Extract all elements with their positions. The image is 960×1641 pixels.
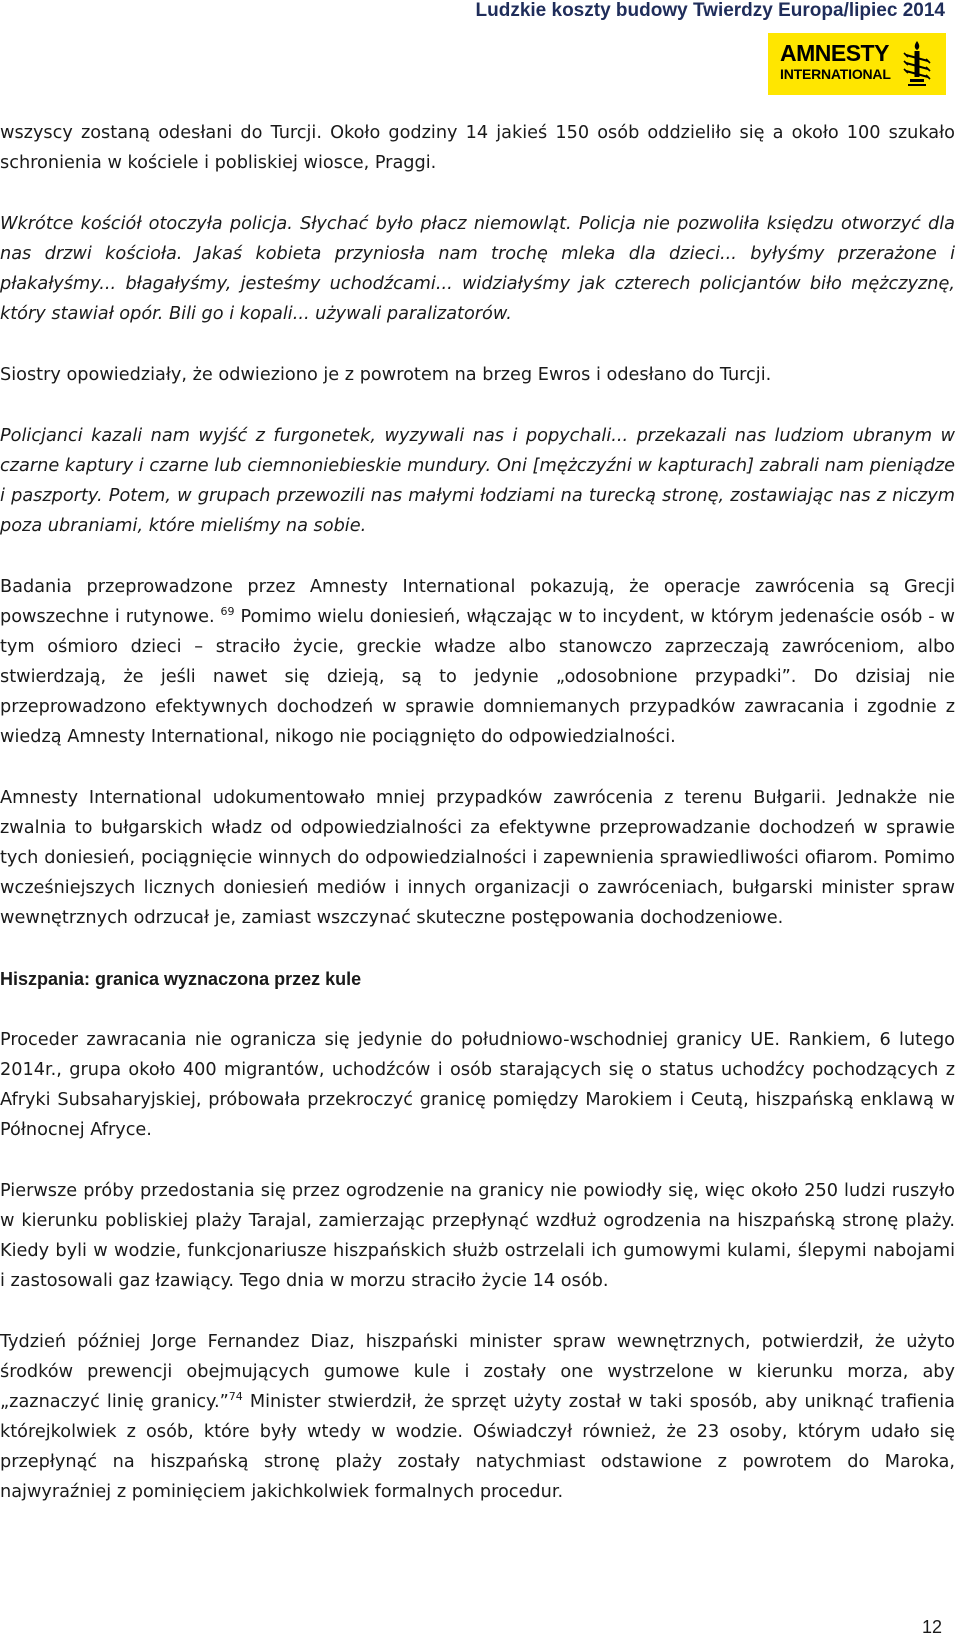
paragraph-sisters: Siostry opowiedziały, że odwieziono je z powrotem na brzeg Ewros i odesłano do Turcji. <box>0 365 772 385</box>
paragraph-greece-research <box>0 572 955 752</box>
paragraph-greece-text-a: Badania przeprowadzone przez Amnesty International pokazują, że operacje zawrócenia są Grecji powszechne i rutynowe. <box>0 577 955 627</box>
logo-text <box>780 42 891 81</box>
document-body <box>0 118 955 1538</box>
paragraph-tarajal-beach: Pierwsze próby przedostania się przez ogrodzenie na granicy nie powiodły się, więc około 250 ludzi ruszyło w kierunku pobliskiej plaży Tarajal, zamierzając przepłynąć wzdłuż ogrodzenia na hiszpańską stronę plaży. Kiedy byli w wodzie, funkcjonariusze hiszpańskich służb ostrzelali ich gumowymi kulami, ślepymi nabojami i zastosowali gaz łzawiący. Tego dnia w morzu straciło życie 14 osób. <box>0 1181 955 1291</box>
paragraph-ceuta-attempt: Proceder zawracania nie ogranicza się jedynie do południowo-wschodniej granicy UE. Rankiem, 6 lutego 2014r., grupa około 400 migrantów, uchodźców i osób starających się o status uchodźcy pochodzących z Afryki Subsaharyjskiej, próbowała przekroczyć granicę pomiędzy Marokiem i Ceutą, hiszpańską enklawą w Północnej Afryce. <box>0 1030 955 1140</box>
document-header-title: Ludzkie koszty budowy Twierdzy Europa/lipiec 2014 <box>475 0 945 21</box>
paragraph-minister-statement <box>0 1327 955 1507</box>
paragraph-minister-text-b: Minister stwierdził, że sprzęt użyty został w taki sposób, aby uniknąć trafienia którejkolwiek z osób, które były wtedy w wodzie. Oświadczył również, że 23 osoby, którym udało się przepłynąć na hiszpańską stronę plaży zostały natychmiast odstawione z powrotem do Maroka, najwyraźniej z pominięciem jakichkolwiek formalnych procedur. <box>0 1392 955 1502</box>
footnote-ref-74[interactable]: 74 <box>228 1390 243 1403</box>
amnesty-logo <box>768 33 946 95</box>
paragraph-minister-text-a: Tydzień później Jorge Fernandez Diaz, hiszpański minister spraw wewnętrznych, potwierdził, że użyto środków prewencji obejmujących gumowe kule i zostały one wystrzelone w kierunku morza, aby „zaznaczyć linię granicy.” <box>0 1332 955 1412</box>
paragraph-greece-text-b: Pomimo wielu doniesień, włączając w to incydent, w którym jedenaście osób - w tym ośmioro dzieci – straciło życie, greckie władze albo stanowczo zaprzeczają zawróceniom, albo stwierdzają, że jeśli nawet się dzieją, są to jedynie „odosobnione przypadki”. Do dzisiaj nie przeprowadzono efektywnych dochodzeń w sprawie domniemanych przypadków zawracania i zgodnie z wiedzą Amnesty International, nikogo nie pociągnięto do odpowiedzialności. <box>0 607 956 747</box>
testimony-quote-church: Wkrótce kościół otoczyła policja. Słychać było płacz niemowląt. Policja nie pozwoliła księdzu otworzyć dla nas drzwi kościoła. Jakaś kobieta przyniosła nam trochę mleka dla dzieci... byłyśmy przerażone i płakałyśmy... błagałyśmy, jesteśmy uchodźcami... widziałyśmy jak czterech policjantów biło mężczyznę, który stawiał opór. Bili go i kopali... używali paralizatorów. <box>0 214 955 324</box>
logo-line-amnesty: AMNESTY <box>780 40 889 66</box>
testimony-quote-vans: Policjanci kazali nam wyjść z furgonetek, wyzywali nas i popychali... przekazali nas ludziom ubranym w czarne kaptury i czarne lub ciemnoniebieskie mundury. Oni [mężczyźni w kapturach] zabrali nam pieniądze i paszporty. Potem, w grupach przewozili nas małymi łodziami na turecką stronę, zostawiając nas z niczym poza ubraniami, które mieliśmy na sobie. <box>0 426 955 536</box>
section-heading-spain: Hiszpania: granica wyznaczona przez kule <box>0 969 362 989</box>
paragraph-continuation: wszyscy zostaną odesłani do Turcji. Około godziny 14 jakieś 150 osób oddzieliło się a około 100 szukało schronienia w kościele i pobliskiej wiosce, Praggi. <box>0 123 955 173</box>
paragraph-bulgaria: Amnesty International udokumentowało mniej przypadków zawrócenia z terenu Bułgarii. Jednakże nie zwalnia to bułgarskich władz od odpowiedzialności za efektywne przeprowadzanie dochodzeń w sprawie tych doniesień, pociągnięcie winnych do odpowiedzialności i zapewnienia sprawiedliwości ofiarom. Pomimo wcześniejszych licznych doniesień mediów i innych organizacji o zawróceniach, bułgarski minister spraw wewnętrznych odrzucał je, zamiast wszczynać skuteczne postępowania dochodzeniowe. <box>0 788 955 928</box>
page-number: 12 <box>921 1617 942 1637</box>
logo-line-international: INTERNATIONAL <box>780 66 891 82</box>
candle-barbed-wire-icon <box>900 39 934 89</box>
footnote-ref-69[interactable]: 69 <box>220 605 235 618</box>
